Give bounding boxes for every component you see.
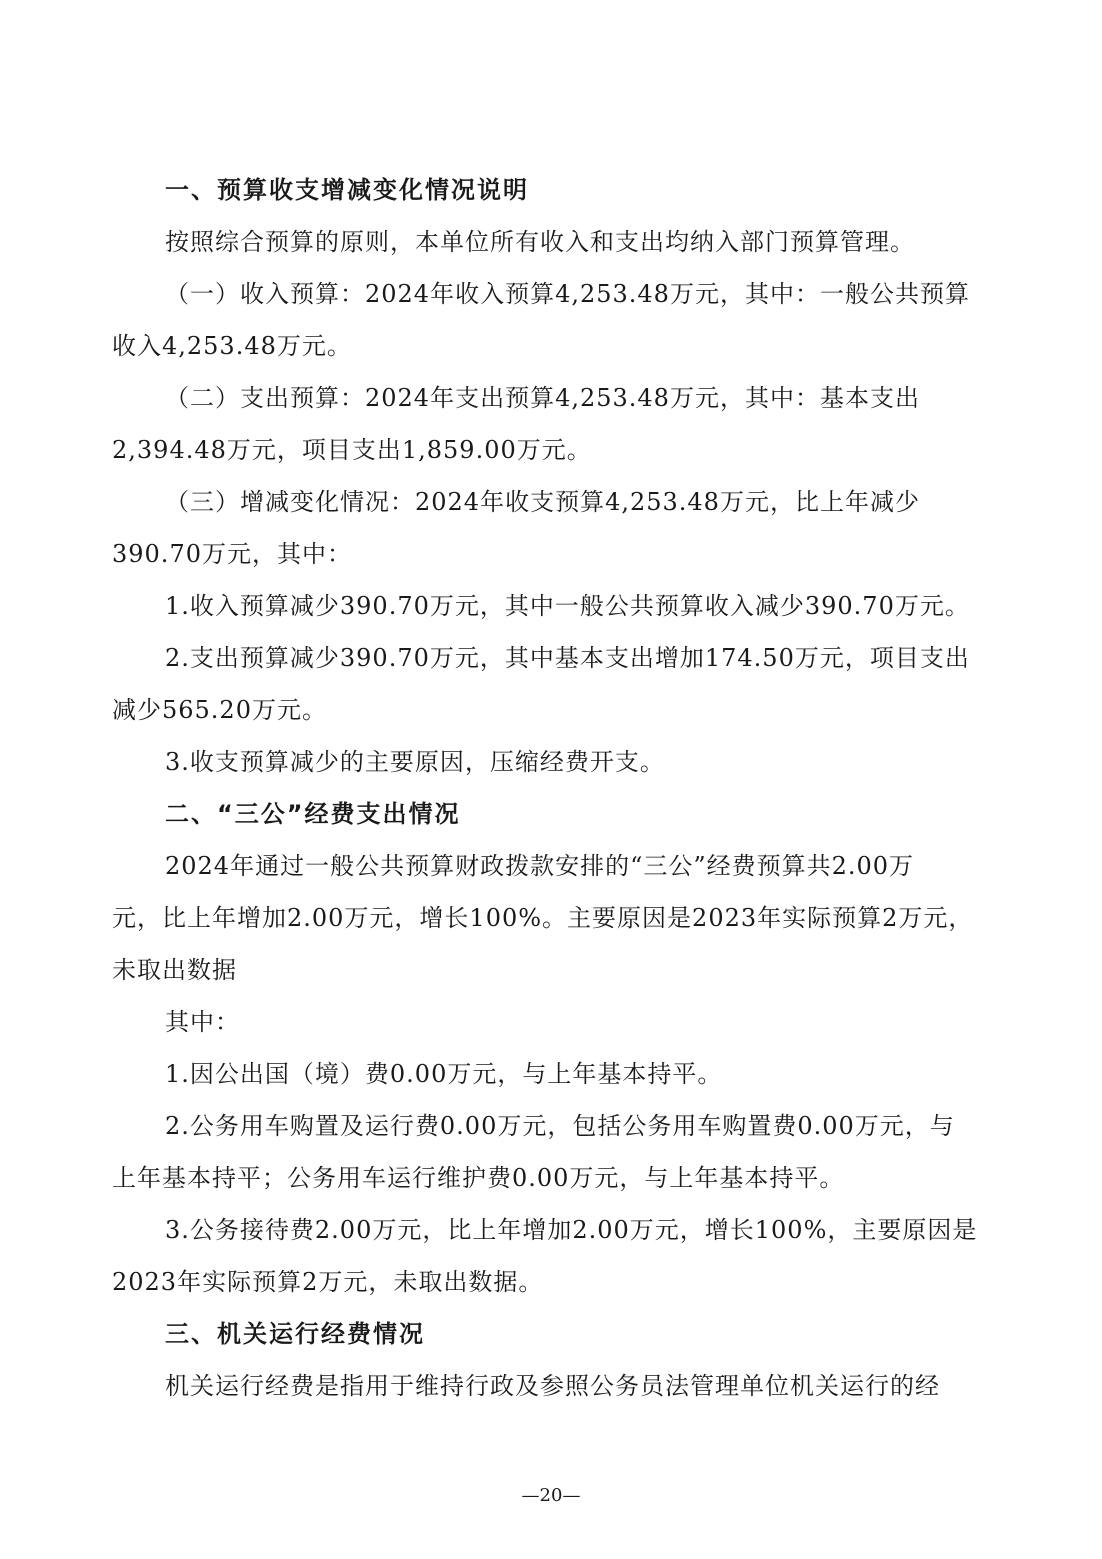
paragraph-line: 上年基本持平；公务用车运行维护费0.00万元，与上年基本持平。 [112, 1164, 845, 1192]
paragraph-line: 2,394.48万元，项目支出1,859.00万元。 [112, 436, 592, 464]
heading-budget-changes: 一、预算收支增减变化情况说明 [165, 176, 529, 204]
paragraph-line: 机关运行经费是指用于维持行政及参照公务员法管理单位机关运行的经 [165, 1372, 940, 1400]
paragraph-line: 3.收支预算减少的主要原因，压缩经费开支。 [165, 748, 665, 776]
paragraph-line: 减少565.20万元。 [112, 696, 327, 724]
paragraph-line: 其中： [165, 1008, 240, 1036]
paragraph-line: 2024年通过一般公共预算财政拨款安排的“三公”经费预算共2.00万 [165, 852, 915, 880]
paragraph-line: 元，比上年增加2.00万元，增长100%。主要原因是2023年实际预算2万元， [112, 904, 974, 932]
paragraph-line: 390.70万元，其中： [112, 540, 352, 568]
paragraph-line: 按照综合预算的原则，本单位所有收入和支出均纳入部门预算管理。 [165, 228, 915, 256]
paragraph-line: 收入4,253.48万元。 [112, 332, 352, 360]
paragraph-line: 1.因公出国（境）费0.00万元，与上年基本持平。 [165, 1060, 723, 1088]
paragraph-line: （一）收入预算：2024年收入预算4,253.48万元，其中：一般公共预算 [165, 280, 970, 308]
page-number: —20— [521, 1485, 581, 1506]
paragraph-line: 未取出数据 [112, 956, 237, 984]
paragraph-line: 2.支出预算减少390.70万元，其中基本支出增加174.50万元，项目支出 [165, 644, 970, 672]
heading-operating-expenses: 三、机关运行经费情况 [165, 1320, 425, 1348]
paragraph-line: 2023年实际预算2万元，未取出数据。 [112, 1268, 544, 1296]
heading-three-public-expenses: 二、“三公”经费支出情况 [165, 800, 461, 828]
paragraph-line: 2.公务用车购置及运行费0.00万元，包括公务用车购置费0.00万元，与 [165, 1112, 955, 1140]
paragraph-line: 3.公务接待费2.00万元，比上年增加2.00万元，增长100%，主要原因是 [165, 1216, 978, 1244]
paragraph-line: （二）支出预算：2024年支出预算4,253.48万元，其中：基本支出 [165, 384, 920, 412]
paragraph-line: （三）增减变化情况：2024年收支预算4,253.48万元，比上年减少 [165, 488, 920, 516]
paragraph-line: 1.收入预算减少390.70万元，其中一般公共预算收入减少390.70万元。 [165, 592, 970, 620]
